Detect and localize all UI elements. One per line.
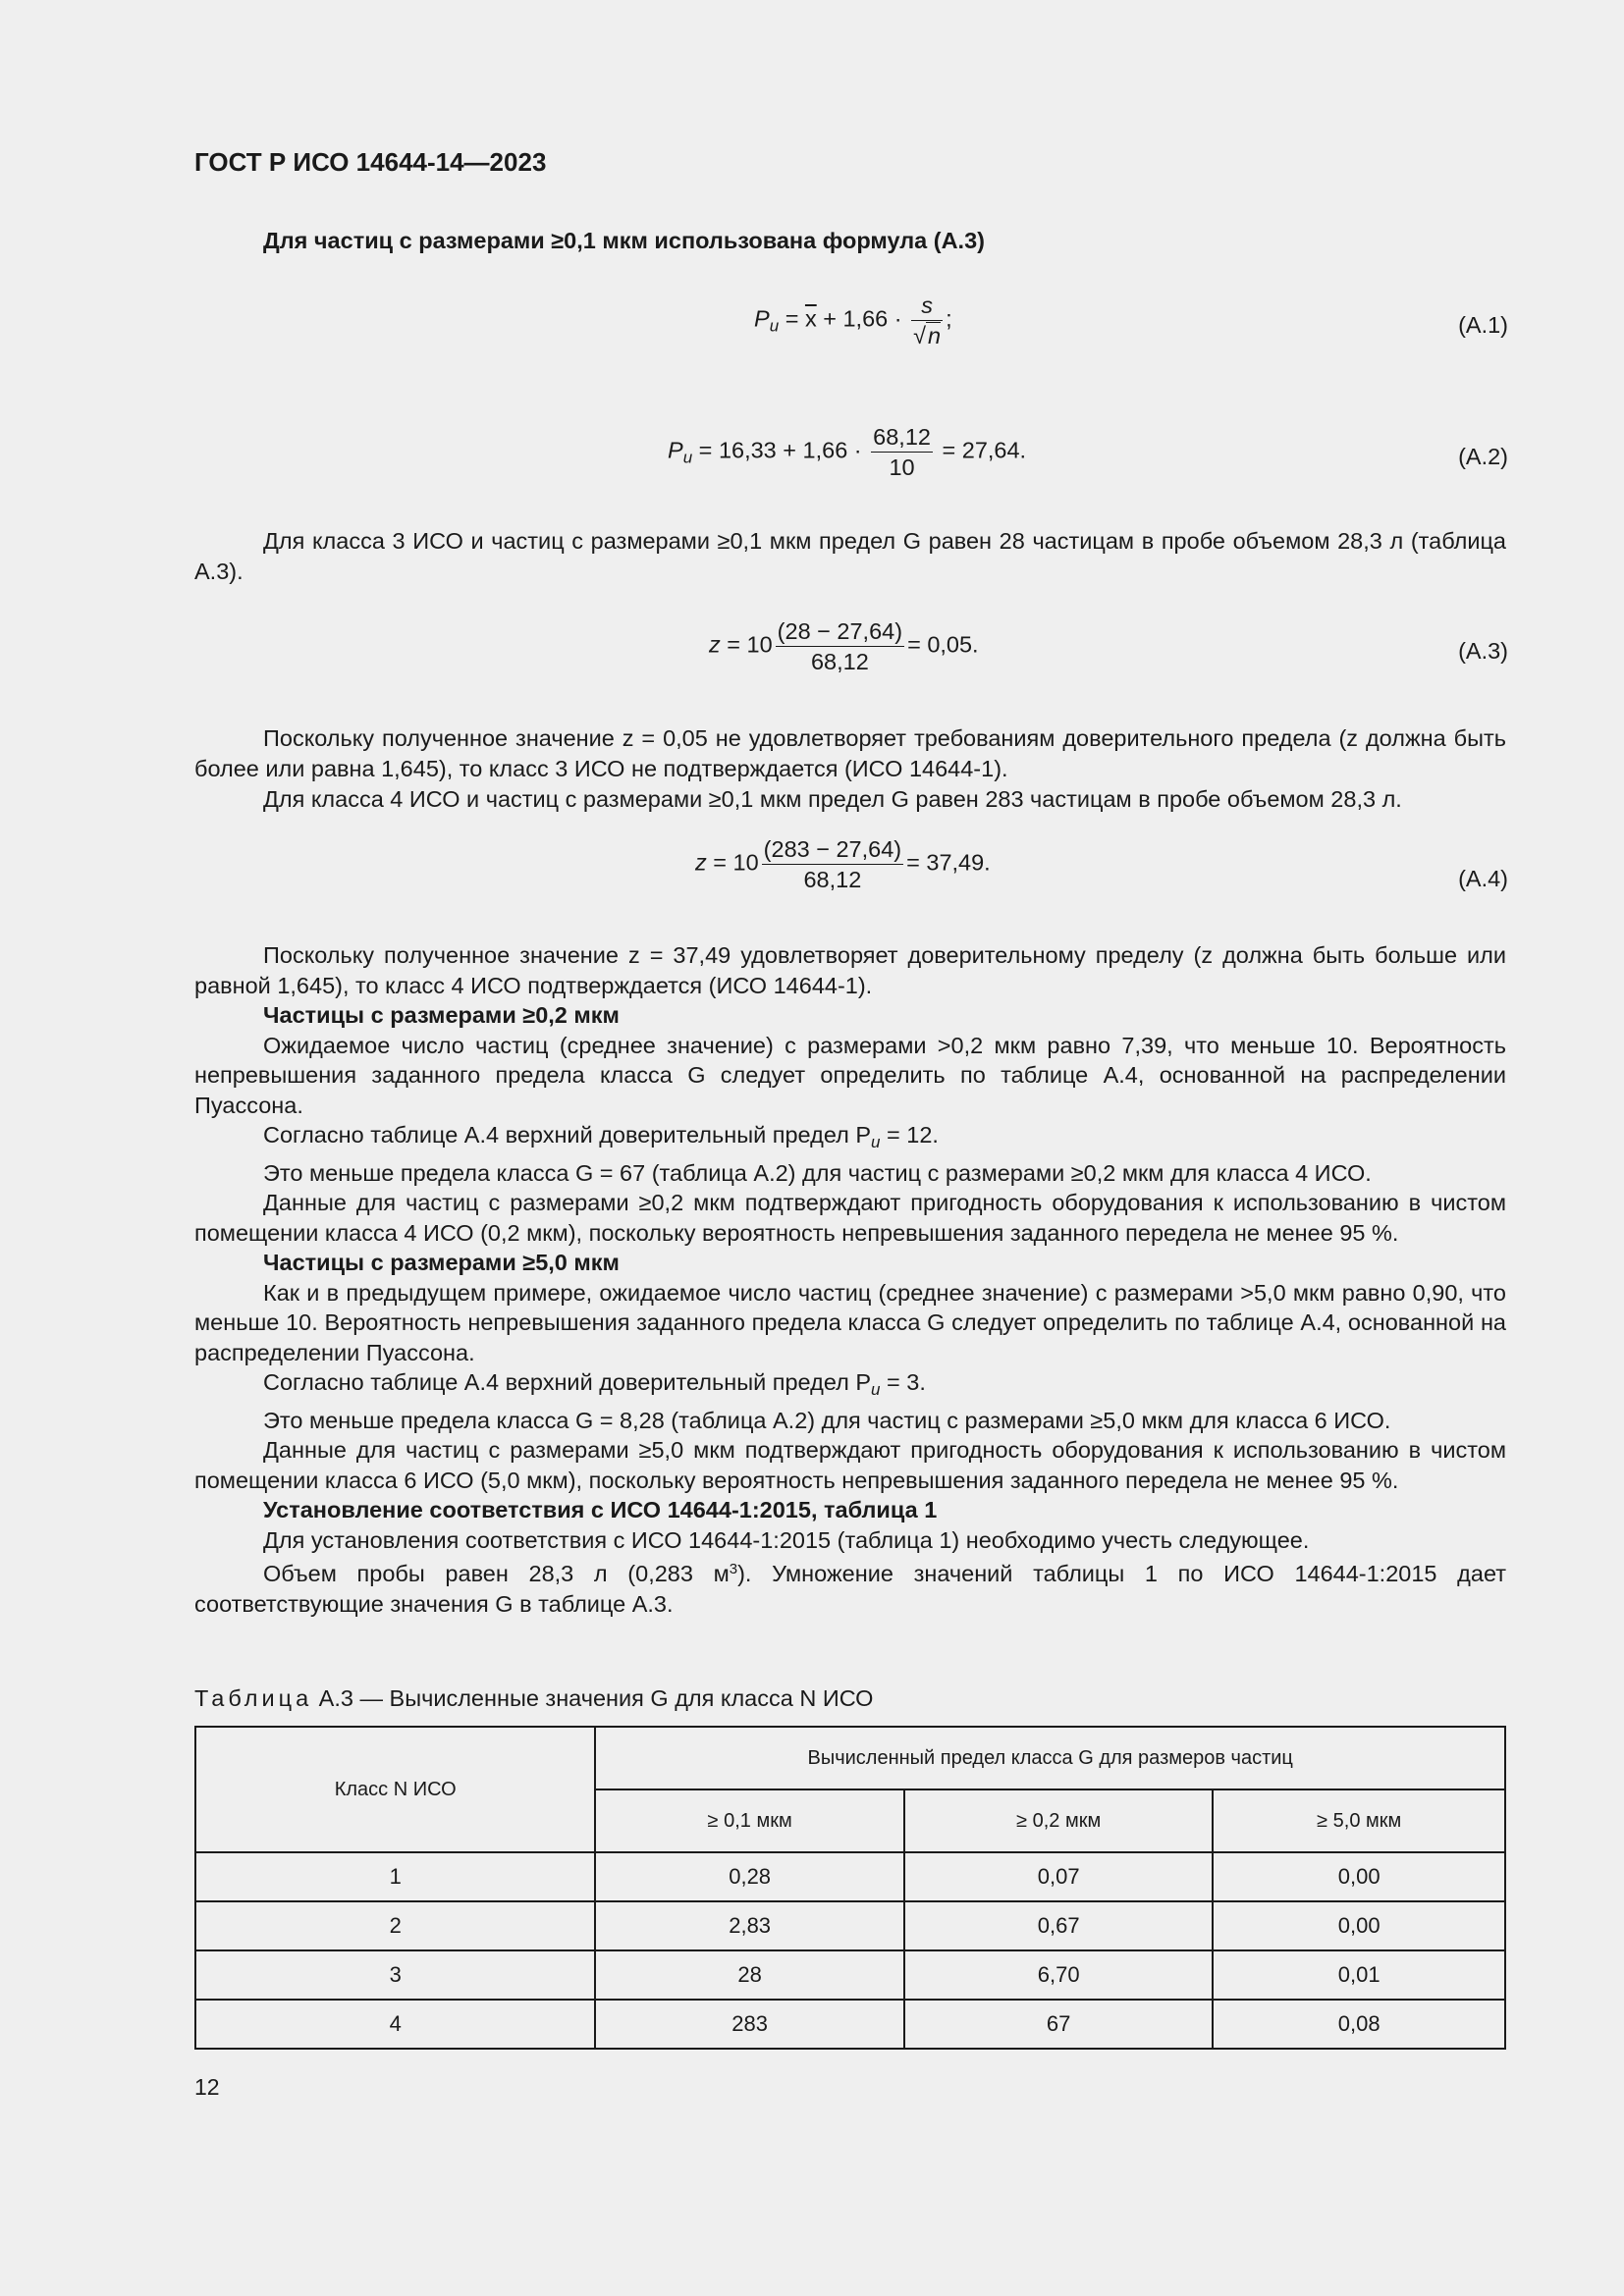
table-caption-rest: А.3 — Вычисленные значения G для класса N ИСО <box>312 1685 874 1711</box>
conf-volume-b: ). Умножение значений таблицы 1 по ИСО 14644-1:2015 дает соответствующие значения G в таблице А.3. <box>194 1561 1506 1617</box>
section-title-conformity: Установление соответствия с ИСО 14644-1:2015, таблица 1 <box>263 1497 938 1522</box>
eq1-lhs: P <box>754 305 770 332</box>
table-cell: 6,70 <box>904 1950 1214 2000</box>
eq1-tail: ; <box>946 305 952 332</box>
table-cell: 67 <box>904 2000 1214 2049</box>
header-group: Вычисленный предел класса G для размеров частиц <box>595 1727 1505 1789</box>
paragraph-50-conclusion: Данные для частиц с размерами ≥5,0 мкм подтверждают пригодность оборудования к использованию в чистом помещении класса 6 ИСО (5,0 мкм), поскольку вероятность непревышения заданного передела не менее 95 %. <box>194 1437 1506 1493</box>
eq1-mid: + 1,66 · <box>816 305 902 332</box>
table-cell: 0,00 <box>1213 1852 1505 1901</box>
equation-a1-label: (А.1) <box>1458 312 1508 338</box>
table-cell: 3 <box>195 1950 595 2000</box>
body-text <box>194 940 1506 1619</box>
eq4-pre: = 10 <box>706 849 759 876</box>
table-cell: 283 <box>595 2000 904 2049</box>
header-class: Класс N ИСО <box>195 1727 595 1852</box>
eq4-num: (283 − 27,64) <box>762 834 903 865</box>
table-a3 <box>194 1726 1506 2050</box>
p02-limit-sub: u <box>871 1133 881 1151</box>
table-cell: 2 <box>195 1901 595 1950</box>
paragraph-50-expected: Как и в предыдущем примере, ожидаемое число частиц (среднее значение) с размерами >5,0 мкм равно 0,90, что меньше 10. Вероятность непревышения заданного предела класса G следует определить по таблице А.4, основанной на распределении Пуассона. <box>194 1279 1506 1365</box>
table-cell: 0,67 <box>904 1901 1214 1950</box>
header-size: ≥ 5,0 мкм <box>1213 1789 1505 1852</box>
table-row <box>195 1950 1505 2000</box>
eq2-rhs: = 16,33 + 1,66 · <box>692 437 862 463</box>
eq2-lhs: P <box>668 437 683 463</box>
paragraph-z3749: Поскольку полученное значение z = 37,49 удовлетворяет доверительному пределу (z должна быть больше или равной 1,645), то класс 4 ИСО подтверждается (ИСО 14644-1). <box>194 942 1506 998</box>
document-header: ГОСТ Р ИСО 14644-14—2023 <box>194 147 547 177</box>
equation-a3-label: (А.3) <box>1458 638 1508 664</box>
eq2-lhs-sub: u <box>682 448 693 467</box>
eq3-num: (28 − 27,64) <box>776 616 904 647</box>
table-cell: 0,08 <box>1213 2000 1505 2049</box>
table-cell: 1 <box>195 1852 595 1901</box>
section-title-50: Частицы с размерами ≥5,0 мкм <box>263 1250 620 1275</box>
table-cell: 0,07 <box>904 1852 1214 1901</box>
conf-volume-a: Объем пробы равен 28,3 л (0,283 м <box>263 1561 730 1586</box>
p50-limit-b: = 3. <box>880 1369 926 1395</box>
paragraph-02-expected: Ожидаемое число частиц (среднее значение) с размерами >0,2 мкм равно 7,39, что меньше 10. Вероятность непревышения заданного предела класса G следует определить по таблице А.4, основанной на распределении Пуассона. <box>194 1032 1506 1118</box>
eq3-pre: = 10 <box>720 631 773 658</box>
table-cell: 0,28 <box>595 1852 904 1901</box>
eq3-den: 68,12 <box>810 649 869 674</box>
eq1-num: s <box>911 291 943 321</box>
eq4-lhs: z <box>695 849 707 876</box>
table-cell: 0,00 <box>1213 1901 1505 1950</box>
table-row <box>195 1901 1505 1950</box>
equation-a2-label: (А.2) <box>1458 444 1508 469</box>
table-caption <box>194 1683 873 1714</box>
eq1-den: n <box>928 323 942 348</box>
eq2-fraction <box>871 422 933 482</box>
eq2-num: 68,12 <box>871 422 933 453</box>
paragraph-02-limit <box>194 1120 1506 1158</box>
equation-a4-label: (А.4) <box>1458 866 1508 891</box>
table-row <box>195 2000 1505 2049</box>
eq1-fraction: $\frac{s}{√n}$ <box>913 293 942 348</box>
paragraph-z005: Поскольку полученное значение z = 0,05 не удовлетворяет требованиям доверительного предела (z должна быть более или равна 1,645), то класс 3 ИСО не подтверждается (ИСО 14644-1). <box>194 725 1506 781</box>
header-size: ≥ 0,1 мкм <box>595 1789 904 1852</box>
equation-a2 <box>668 422 1026 482</box>
eq1-lhs-sub: u <box>769 316 780 336</box>
paragraph-class4: Для класса 4 ИСО и частиц с размерами ≥0,1 мкм предел G равен 283 частицам в пробе объемом 28,3 л. <box>263 786 1402 812</box>
p02-limit-a: Согласно таблице А.4 верхний доверительный предел P <box>263 1122 872 1148</box>
table-header-row-1 <box>195 1727 1505 1789</box>
p02-limit-b: = 12. <box>880 1122 939 1148</box>
intro-line: Для частиц с размерами ≥0,1 мкм использована формула (А.3) <box>263 228 985 253</box>
paragraph-50-limit <box>194 1367 1506 1406</box>
table-caption-word: Таблица <box>194 1685 313 1711</box>
paragraph-conf-intro: Для установления соответствия с ИСО 14644-1:2015 (таблица 1) необходимо учесть следующее. <box>263 1526 1310 1553</box>
table-cell: 2,83 <box>595 1901 904 1950</box>
conf-volume-sup: 3 <box>729 1561 738 1577</box>
eq2-den: 10 <box>889 454 915 480</box>
eq1-xbar: $\overline{x}$ <box>804 305 817 332</box>
eq4-den: 68,12 <box>803 867 862 892</box>
table-cell: 0,01 <box>1213 1950 1505 2000</box>
eq2-tail: = 27,64. <box>942 437 1027 463</box>
eq1-eq: = <box>785 305 805 332</box>
table-cell: 4 <box>195 2000 595 2049</box>
eq3-lhs: z <box>709 631 721 658</box>
eq4-tail: = 37,49. <box>906 849 991 876</box>
equation-a3 <box>709 616 979 676</box>
header-size: ≥ 0,2 мкм <box>904 1789 1214 1852</box>
paragraph-02-conclusion: Данные для частиц с размерами ≥0,2 мкм подтверждают пригодность оборудования к использованию в чистом помещении класса 4 ИСО (0,2 мкм), поскольку вероятность непревышения заданного передела не менее 95 %. <box>194 1190 1506 1246</box>
paragraph-class3: Для класса 3 ИСО и частиц с размерами ≥0,1 мкм предел G равен 28 частицам в пробе объемом 28,3 л (таблица А.3). <box>194 528 1506 584</box>
section-title-02: Частицы с размерами ≥0,2 мкм <box>263 1002 620 1028</box>
equation-a4 <box>695 834 991 894</box>
p50-limit-a: Согласно таблице А.4 верхний доверительный предел P <box>263 1369 872 1395</box>
equation-a1 <box>754 291 952 350</box>
eq3-fraction <box>776 616 904 676</box>
p50-limit-sub: u <box>871 1380 881 1399</box>
eq4-fraction <box>762 834 903 894</box>
paragraph-02-less: Это меньше предела класса G = 67 (таблица А.2) для частиц с размерами ≥0,2 мкм для класса 4 ИСО. <box>263 1159 1372 1186</box>
table-row <box>195 1852 1505 1901</box>
eq3-tail: = 0,05. <box>907 631 979 658</box>
page-number: 12 <box>194 2074 220 2100</box>
paragraph-50-less: Это меньше предела класса G = 8,28 (таблица А.2) для частиц с размерами ≥5,0 мкм для класса 6 ИСО. <box>263 1407 1391 1433</box>
table-cell: 28 <box>595 1950 904 2000</box>
paragraph-conf-volume <box>194 1555 1506 1619</box>
